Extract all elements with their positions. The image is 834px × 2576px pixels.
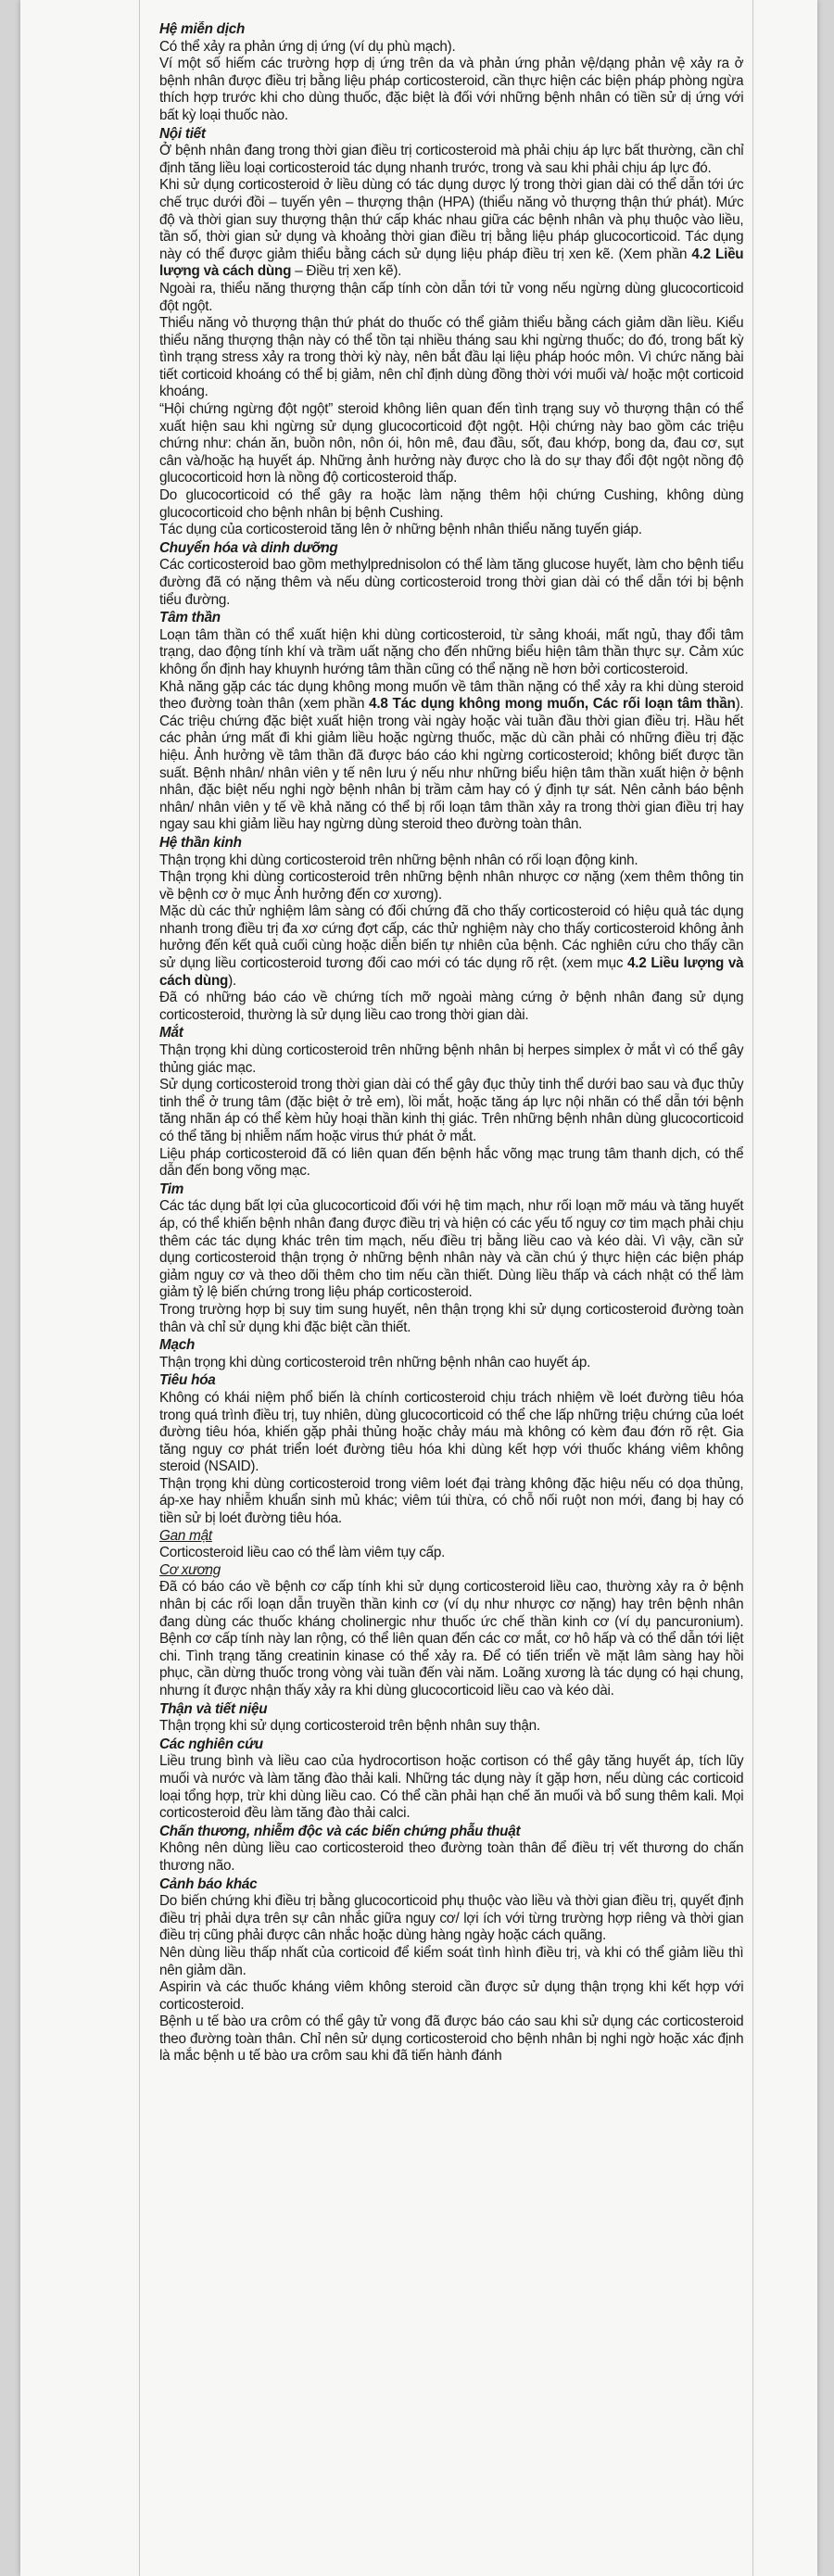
paragraph <box>159 1893 743 1945</box>
paragraph <box>159 1840 743 1875</box>
paragraph <box>159 1579 743 1699</box>
paragraph-text: Tác dụng của corticosteroid tăng lên ở những bệnh nhân thiểu năng tuyến giáp. <box>159 522 642 538</box>
section-reference: 4.2 Liều lượng và cách dùng <box>159 246 744 280</box>
section-reference: 4.2 Liều lượng và cách dùng <box>159 955 744 989</box>
paragraph-text: Khả năng gặp các tác dụng không mong muốn về tâm thần nặng có thể xảy ra khi dùng steroid theo đường toàn thân (xem phần <box>159 678 744 713</box>
paragraph-text: Mặc dù các thử nghiệm lâm sàng có đối chứng đã cho thấy corticosteroid có hiệu quả tác dụng nhanh trong điều trị đa xơ cứng đợt cấp, các thử nghiệm này cho thấy corticosteroid không ảnh hưởng đến kết quả cuối cùng hoặc diễn biến tự nhiên của bệnh. Các nghiên cứu cho thấy cần sử dụng liều corticosteroid tương đối cao mới có tác dụng rõ rệt. (xem mục <box>159 903 744 972</box>
paragraph-text: Có thể xảy ra phản ứng dị ứng (ví dụ phù mạch). <box>159 38 456 55</box>
paragraph <box>159 557 743 609</box>
section-heading: Mắt <box>159 1025 183 1042</box>
paragraph <box>159 1077 743 1145</box>
subsection-heading: Cơ xương <box>159 1561 221 1578</box>
paragraph-text-tail: – Điều trị xen kẽ). <box>291 263 402 280</box>
fold-line <box>139 0 140 2576</box>
paragraph <box>159 56 743 124</box>
paragraph <box>159 1042 743 1077</box>
paragraph-text: Khi sử dụng corticosteroid ở liều dùng có tác dụng dược lý trong thời gian dài có thể dẫn tới ức chế trục dưới đồi – tuyến yên – thượng thận (HPA) (thiểu năng vỏ thượng thận thứ phát). Mức độ và thời gian suy thượng thận thứ cấp khác nhau giữa các bệnh nhân và phụ thuộc vào liều, tần số, thời gian sử dụng và khoảng thời gian điều trị bằng liệu pháp glucocorticoid. Tác dụng này có thể được giảm thiểu bằng cách sử dụng liệu pháp điều trị xen kẽ. (Xem phần <box>159 177 744 262</box>
paragraph-text: Không có khái niệm phổ biến là chính corticosteroid chịu trách nhiệm về loét đường tiêu hóa trong quá trình điều trị, tuy nhiên, dùng glucocorticoid có thể che lấp những triệu chứng của loét đường tiêu hóa, khiến gặp phải thủng hoặc chảy máu mà không có kèm đau đớn rõ rệt. Gia tăng nguy cơ phát triển loét đường tiêu hóa khi dùng kết hợp với thuốc kháng viêm không steroid (NSAID). <box>159 1389 744 1475</box>
paragraph-text: Aspirin và các thuốc kháng viêm không steroid cần được sử dụng thận trọng khi kết hợp với corticosteroid. <box>159 1979 744 2013</box>
paragraph-text: Các tác dụng bất lợi của glucocorticoid đối với hệ tim mạch, như rối loạn mỡ máu và tăng huyết áp, có thể khiến bệnh nhân đang được điều trị và hiện có các yếu tố nguy cơ tim mạch phải chịu thêm các tác dụng khác trên tim mạch, nếu điều trị bằng liều cao và kéo dài. Vì vậy, cần sử dụng corticosteroid thận trọng ở những bệnh nhân này và cần chú ý thực hiện các biện pháp giảm nguy cơ và theo dõi thêm cho tim nếu cần thiết. Dùng liều thấp và cách nhật có thể làm giảm tỷ lệ biến chứng trong liệu pháp corticosteroid. <box>159 1198 744 1301</box>
subsection-heading: Gan mật <box>159 1527 212 1544</box>
paragraph-text: Loạn tâm thần có thể xuất hiện khi dùng corticosteroid, từ sảng khoái, mất ngủ, thay đổi tâm trạng, dao động tính khí và trầm uất nặng cho đến những biểu hiện tâm thần thực sự. Cảm xúc không ổn định hay khuynh hướng tâm thần cũng có thể nặng nề hơn bởi corticosteroid. <box>159 626 744 677</box>
section-heading: Tim <box>159 1181 184 1197</box>
paragraph-text: Thận trọng khi dùng corticosteroid trên những bệnh nhân bị herpes simplex ở mắt vì có thể gây thủng giác mạc. <box>159 1042 744 1076</box>
paragraph-text: Đã có báo cáo về bệnh cơ cấp tính khi sử dụng corticosteroid liều cao, thường xảy ra ở bệnh nhân bị các rối loạn dẫn truyền thần kinh cơ (ví dụ như nhược cơ nặng) hay trên bệnh nhân đang dùng các thuốc kháng cholinergic như thuốc ức chế thần kinh cơ (ví dụ pancuronium). Bệnh cơ cấp tính này lan rộng, có thể liên quan đến các cơ mắt, cơ hô hấp và có thể dẫn tới liệt chi. Tình trạng tăng creatinin kinase có thể xảy ra. Để có tiến triển về mặt lâm sàng hay hồi phục, cần dừng thuốc trong vòng vài tuần đến vài năm. Loãng xương là tác dụng có hại chung, nhưng ít được nhận thấy xảy ra khi dùng glucocorticoid liều cao và kéo dài. <box>159 1579 744 1698</box>
section-heading: Hệ thần kinh <box>159 834 242 851</box>
paragraph-text-tail: ). Các triệu chứng đặc biệt xuất hiện trong vài ngày hoặc vài tuần đầu thời gian điều trị. Hầu hết các phản ứng mất đi khi giảm liều hoặc ngừng thuốc, mặc dù cần phải có những điều trị đặc hiệu. Ảnh hưởng về tâm thần đã được báo cáo khi ngừng corticosteroid; không biết được tần suất. Bệnh nhân/ nhân viên y tế nên lưu ý nếu như những biểu hiện tâm thần xuất hiện ở bệnh nhân, đặc biệt nếu nghi ngờ bệnh nhân bị trầm cảm hay có ý định tự sát. Nên cảnh báo bệnh nhân/ nhân viên y tế về khả năng có thể bị rối loạn tâm thần xảy ra trong thời gian điều trị hay ngay sau khi giảm liều hay ngừng dùng steroid theo đường toàn thân. <box>159 696 744 833</box>
paragraph-text: Đã có những báo cáo về chứng tích mỡ ngoài màng cứng ở bệnh nhân đang sử dụng corticosteroid, thường là sử dụng liều cao trong thời gian dài. <box>159 990 744 1023</box>
paragraph <box>159 522 743 539</box>
paragraph-text: Trong trường hợp bị suy tim sung huyết, nên thận trọng khi sử dụng corticosteroid đường toàn thân và chỉ sử dụng khi đặc biệt cần thiết. <box>159 1301 744 1335</box>
paragraph <box>159 627 743 679</box>
paragraph <box>159 39 743 57</box>
paragraph <box>159 315 743 401</box>
paragraph-text: Ngoài ra, thiểu năng thượng thận cấp tính còn dẫn tới tử vong nếu ngừng dùng glucocorticoid đột ngột. <box>159 280 744 314</box>
paragraph <box>159 1753 743 1822</box>
paragraph <box>159 1979 743 2014</box>
paragraph-text: Corticosteroid liều cao có thể làm viêm tụy cấp. <box>159 1545 446 1561</box>
paragraph-text: Do biến chứng khi điều trị bằng glucocorticoid phụ thuộc vào liều và thời gian điều trị, quyết định điều trị phải dựa trên sự cân nhắc giữa nguy cơ/ lợi ích với từng trường hợp riêng và thời gian điều trị cũng phải được cân nhắc hoặc dùng hàng ngày hoặc cách quãng. <box>159 1893 744 1944</box>
paragraph-text: Ví một số hiếm các trường hợp dị ứng trên da và phản ứng phản vệ/dạng phản vệ xảy ra ở bệnh nhân được điều trị bằng liệu pháp corticosteroid, cần thực hiện các biện pháp phòng ngừa thích hợp trước khi cho dùng thuốc, đặc biệt là đối với những bệnh nhân có tiền sử dị ứng với bất kỳ loại thuốc nào. <box>159 56 744 123</box>
paragraph <box>159 1198 743 1302</box>
leaflet-page <box>20 0 817 2576</box>
paragraph <box>159 990 743 1024</box>
section-heading: Chấn thương, nhiễm độc và các biến chứng phẫu thuật <box>159 1823 521 1839</box>
paragraph-text: Thiểu năng vỏ thượng thận thứ phát do thuốc có thể giảm thiểu bằng cách giảm dần liều. Kiểu thiểu năng thượng thận này có thể tồn tại nhiều tháng sau khi ngừng thuốc; do đó, trong bất kỳ tình trạng stress xảy ra trong thời kỳ này, nên bắt đầu lại liệu pháp hoóc môn. Vì chức năng bài tiết corticoid khoáng có thể bị giảm, nên chỉ định dùng đồng thời với muối và/ hoặc một corticoid khoáng. <box>159 315 744 400</box>
paragraph <box>159 903 743 990</box>
paragraph-text: “Hội chứng ngừng đột ngột” steroid không liên quan đến tình trạng suy vỏ thượng thận có thể xuất hiện sau khi ngừng sử dụng glucocorticoid đột ngột. Hội chứng này bao gồm các triệu chứng như: chán ăn, buồn nôn, nôn ói, hôn mê, đau đầu, sốt, đau khớp, bong da, đau cơ, sụt cân và/hoặc hạ huyết áp. Những ảnh hưởng này được cho là do sự thay đổi đột ngột nồng độ glucocorticoid hơn là nồng độ corticosteroid thấp. <box>159 401 744 486</box>
paragraph-text: Bệnh u tế bào ưa crôm có thể gây tử vong đã được báo cáo sau khi sử dụng các corticosteroid theo đường toàn thân. Chỉ nên sử dụng corticosteroid cho bệnh nhân bị nghi ngờ hoặc xác định là mắc bệnh u tế bào ưa crôm sau khi đã tiến hành đánh <box>159 2014 744 2065</box>
section-heading: Cảnh báo khác <box>159 1875 258 1892</box>
paragraph <box>159 1545 743 1562</box>
paragraph <box>159 487 743 522</box>
paragraph-text-tail: ). <box>228 972 236 989</box>
paragraph <box>159 1476 743 1528</box>
paragraph <box>159 679 743 834</box>
paragraph <box>159 1302 743 1336</box>
section-heading: Các nghiên cứu <box>159 1736 263 1752</box>
section-heading: Chuyển hóa và dinh dưỡng <box>159 539 338 556</box>
paragraph-text: Thận trọng khi dùng corticosteroid trong viêm loét đại tràng không đặc hiệu nếu có dọa thủng, áp-xe hay nhiễm khuẩn sinh mủ khác; viêm túi thừa, có chỗ nối ruột non mới, đang bị hay có tiền sử bị loét đường tiêu hóa. <box>159 1475 744 1527</box>
paragraph <box>159 143 743 177</box>
paragraph <box>159 2014 743 2065</box>
section-heading: Hệ miễn dịch <box>159 21 246 37</box>
section-heading: Tiêu hóa <box>159 1372 216 1389</box>
paragraph-text: Liều trung bình và liều cao của hydrocortison hoặc cortison có thể gây tăng huyết áp, tích lũy muối và nước và làm tăng đào thải kali. Những tác dụng này ít gặp hơn, nếu dùng các corticoid loại tổng hợp, trừ khi dùng liều cao. Có thể cần phải hạn chế ăn muối và bổ sung thêm kali. Mọi corticosteroid đều làm tăng đào thải calci. <box>159 1753 744 1822</box>
paragraph-text: Nên dùng liều thấp nhất của corticoid để kiểm soát tình hình điều trị, và khi có thể giảm liều thì nên giảm dần. <box>159 1944 744 1978</box>
paragraph <box>159 1355 743 1372</box>
leaflet-text-body <box>159 20 743 2564</box>
fold-line <box>752 0 753 2576</box>
paragraph <box>159 869 743 903</box>
paragraph-text: Sử dụng corticosteroid trong thời gian dài có thể gây đục thủy tinh thể dưới bao sau và đục thủy tinh thể ở trung tâm (đặc biệt ở trẻ em), lồi mắt, hoặc tăng áp lực nội nhãn có thể dẫn tới bệnh tăng nhãn áp có thể kèm hủy hoại thần kinh thị giác. Trên những bệnh nhân dùng glucocorticoid có thể tăng bị nhiễm nấm hoặc virus thứ phát ở mắt. <box>159 1077 744 1144</box>
section-heading: Mạch <box>159 1337 196 1354</box>
paragraph <box>159 1718 743 1736</box>
paragraph-text: Do glucocorticoid có thể gây ra hoặc làm nặng thêm hội chứng Cushing, không dùng glucocorticoid cho bệnh nhân bị bệnh Cushing. <box>159 487 744 521</box>
paragraph <box>159 1945 743 1979</box>
paragraph-text: Thận trọng khi dùng corticosteroid trên những bệnh nhân có rối loạn động kinh. <box>159 852 638 868</box>
section-heading: Tâm thần <box>159 610 221 626</box>
paragraph-text: Các corticosteroid bao gồm methylprednisolon có thể làm tăng glucose huyết, làm cho bệnh tiểu đường đã có nặng thêm và nếu dùng corticosteroid trong thời gian dài có thể dẫn tới bị bệnh tiểu đường. <box>159 557 744 608</box>
paragraph <box>159 177 743 281</box>
paragraph <box>159 1146 743 1181</box>
paragraph-text: Không nên dùng liều cao corticosteroid theo đường toàn thân để điều trị vết thương do chấn thương não. <box>159 1840 744 1874</box>
paragraph-text: Liệu pháp corticosteroid đã có liên quan đến bệnh hắc võng mạc trung tâm thanh dịch, có thể dẫn đến bong võng mạc. <box>159 1145 744 1180</box>
section-heading: Thận và tiết niệu <box>159 1700 268 1717</box>
paragraph <box>159 852 743 870</box>
paragraph-text: Thận trọng khi dùng corticosteroid trên những bệnh nhân cao huyết áp. <box>159 1354 591 1370</box>
paragraph-text: Ở bệnh nhân đang trong thời gian điều trị corticosteroid mà phải chịu áp lực bất thường, cần chỉ định tăng liều loại corticosteroid tác dụng nhanh trước, trong và sau khi phải chịu áp lực đó. <box>159 143 744 176</box>
paragraph <box>159 401 743 487</box>
section-reference: 4.8 Tác dụng không mong muốn, Các rối loạn tâm thần <box>369 696 736 713</box>
paragraph-text: Thận trọng khi sử dụng corticosteroid trên bệnh nhân suy thận. <box>159 1718 540 1735</box>
paragraph-text: Thận trọng khi dùng corticosteroid trên những bệnh nhân nhược cơ nặng (xem thêm thông tin về bệnh cơ ở mục Ảnh hưởng đến cơ xương). <box>159 869 744 903</box>
paragraph <box>159 1390 743 1476</box>
section-heading: Nội tiết <box>159 125 206 142</box>
paragraph <box>159 281 743 315</box>
